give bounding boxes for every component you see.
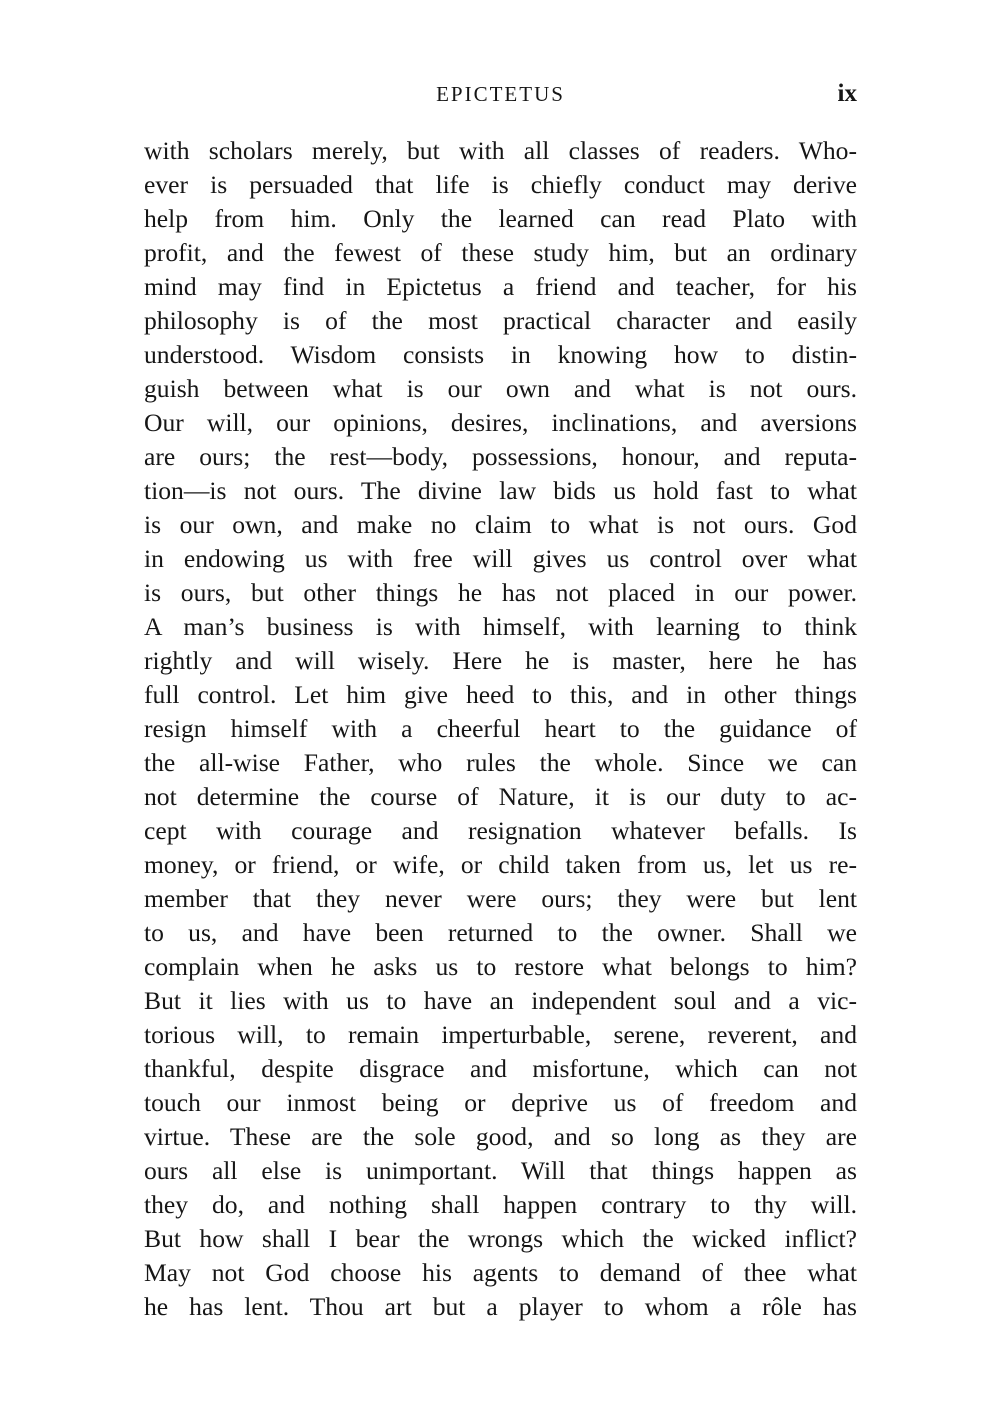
text-line: not determine the course of Nature, it is our duty to ac- <box>144 782 857 811</box>
text-line: May not God choose his agents to demand of thee what <box>144 1258 857 1287</box>
text-line: thankful, despite disgrace and misfortune, which can not <box>144 1054 857 1083</box>
running-header <box>144 80 857 112</box>
text-line: A man’s business is with himself, with learning to think <box>144 612 857 641</box>
text-line: full control. Let him give heed to this, and in other things <box>144 680 857 709</box>
text-line: is our own, and make no claim to what is not ours. God <box>144 510 857 539</box>
text-line: with scholars merely, but with all classes of readers. Who- <box>144 136 857 165</box>
text-line: But it lies with us to have an independent soul and a vic- <box>144 986 857 1015</box>
text-line: understood. Wisdom consists in knowing how to distin- <box>144 340 857 369</box>
text-line: is ours, but other things he has not placed in our power. <box>144 578 857 607</box>
text-line: ever is persuaded that life is chiefly conduct may derive <box>144 170 857 199</box>
text-line: help from him. Only the learned can read Plato with <box>144 204 857 233</box>
text-line: But how shall I bear the wrongs which the wicked inflict? <box>144 1224 857 1253</box>
text-line: are ours; the rest—body, possessions, honour, and reputa- <box>144 442 857 471</box>
text-line: Our will, our opinions, desires, inclinations, and aversions <box>144 408 857 437</box>
running-title: EPICTETUS <box>436 82 565 106</box>
text-line: ours all else is unimportant. Will that things happen as <box>144 1156 857 1185</box>
text-line: they do, and nothing shall happen contrary to thy will. <box>144 1190 857 1219</box>
text-line: torious will, to remain imperturbable, serene, reverent, and <box>144 1020 857 1049</box>
text-line: in endowing us with free will gives us control over what <box>144 544 857 573</box>
text-line: member that they never were ours; they were but lent <box>144 884 857 913</box>
text-line: cept with courage and resignation whatever befalls. Is <box>144 816 857 845</box>
text-line: virtue. These are the sole good, and so long as they are <box>144 1122 857 1151</box>
text-line: money, or friend, or wife, or child taken from us, let us re- <box>144 850 857 879</box>
text-line: profit, and the fewest of these study him, but an ordinary <box>144 238 857 267</box>
text-line: to us, and have been returned to the owner. Shall we <box>144 918 857 947</box>
page-number: ix <box>837 80 857 107</box>
body-text <box>144 134 857 1324</box>
text-line: touch our inmost being or deprive us of freedom and <box>144 1088 857 1117</box>
text-line: mind may find in Epictetus a friend and teacher, for his <box>144 272 857 301</box>
text-line: philosophy is of the most practical character and easily <box>144 306 857 335</box>
text-line: he has lent. Thou art but a player to whom a rôle has <box>144 1292 857 1321</box>
text-line: tion—is not ours. The divine law bids us hold fast to what <box>144 476 857 505</box>
text-line: the all-wise Father, who rules the whole. Since we can <box>144 748 857 777</box>
text-line: resign himself with a cheerful heart to the guidance of <box>144 714 857 743</box>
text-line: rightly and will wisely. Here he is master, here he has <box>144 646 857 675</box>
text-line: complain when he asks us to restore what belongs to him? <box>144 952 857 981</box>
text-line: guish between what is our own and what is not ours. <box>144 374 857 403</box>
